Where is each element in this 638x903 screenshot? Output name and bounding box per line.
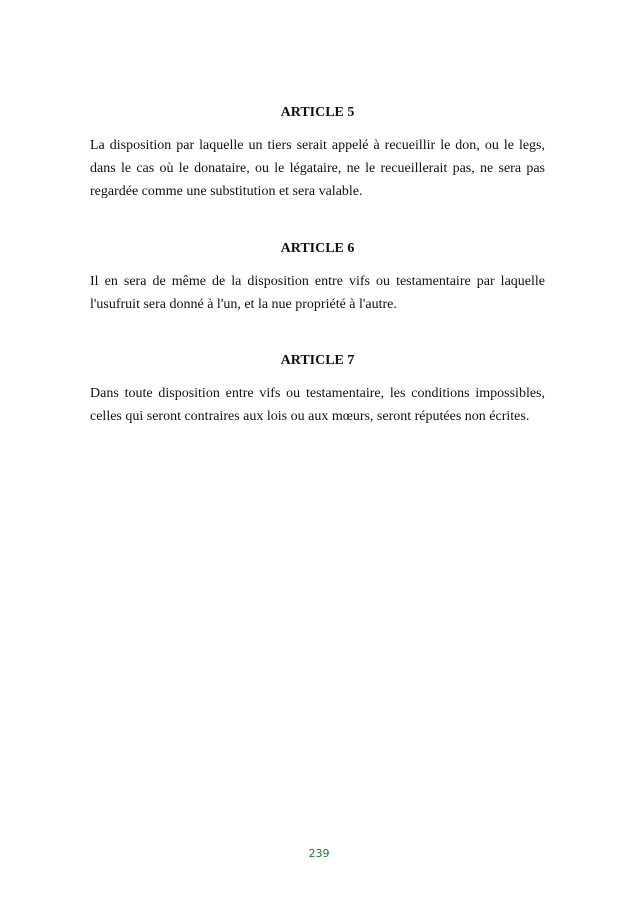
article-body: Il en sera de même de la disposition entre vifs ou testamentaire par laquelle l'usufruit sera donné à l'un, et la nue propriété à l'autre. [90,274,545,312]
article-7 [90,352,545,428]
article-6 [90,240,545,316]
article-heading: ARTICLE 7 [280,353,355,368]
article-5 [90,104,545,203]
article-heading: ARTICLE 6 [280,241,355,256]
article-body: La disposition par laquelle un tiers serait appelé à recueillir le don, ou le legs, dans le cas où le donataire, ou le légataire, ne le recueillerait pas, ne sera pas regardée comme une substitution et sera valable. [90,138,545,199]
page-number: 239 [308,847,330,860]
article-heading: ARTICLE 5 [280,105,355,120]
article-body: Dans toute disposition entre vifs ou testamentaire, les conditions impossibles, celles qui seront contraires aux lois ou aux mœurs, seront réputées non écrites. [90,386,545,424]
